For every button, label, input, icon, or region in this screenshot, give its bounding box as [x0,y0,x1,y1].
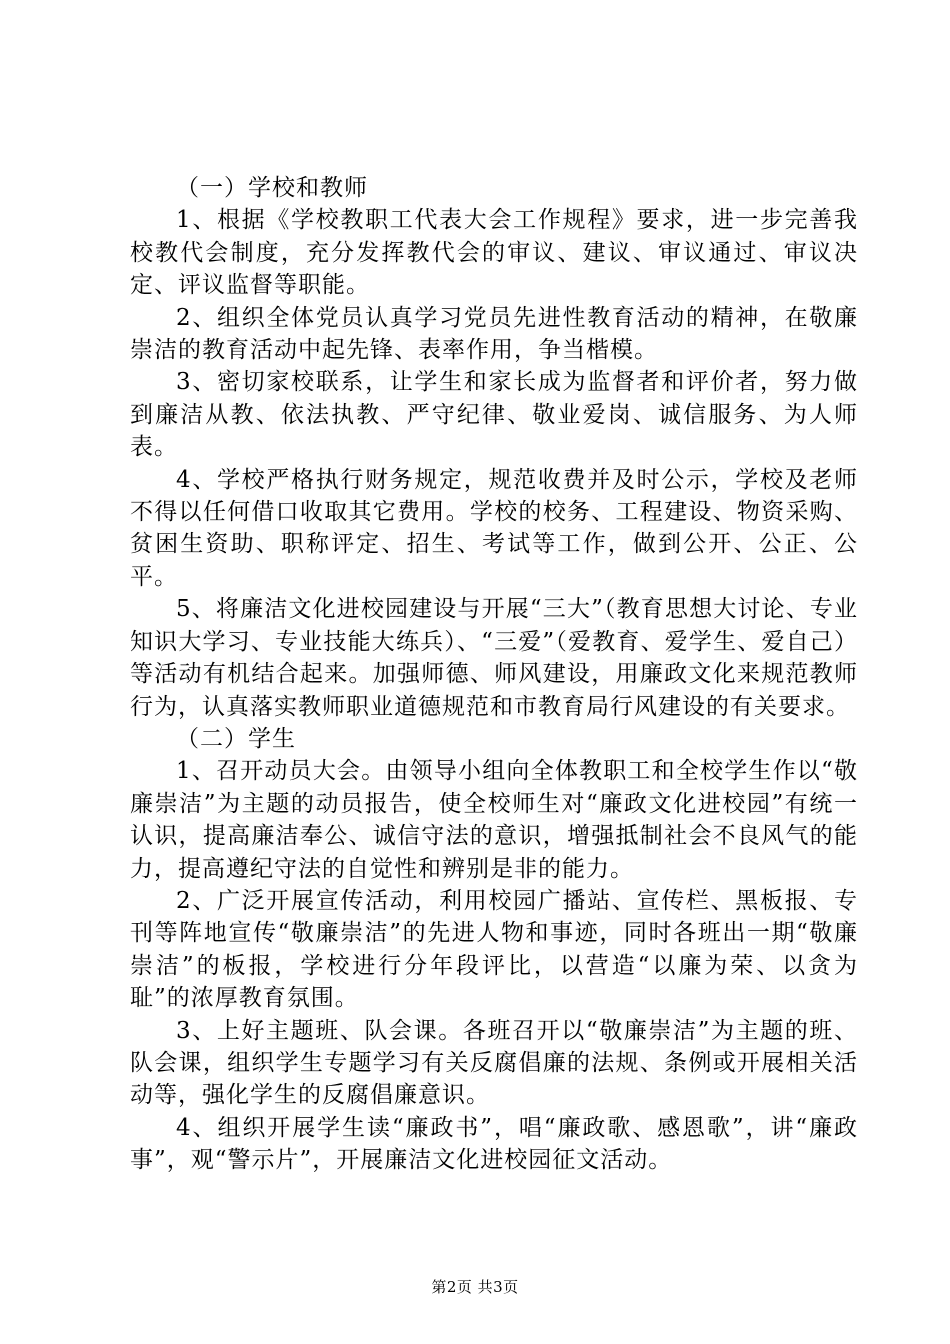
paragraph-students-2: 2、广泛开展宣传活动，利用校园广播站、宣传栏、黑板报、专刊等阵地宣传“敬廉崇洁”的先进人物和事迹，同时各班出一期“敬廉崇洁”的板报，学校进行分年段评比，以营造“以廉为荣、以贪为耻”的浓厚教育氛围。 [130,887,858,1012]
paragraph-teachers-2: 2、组织全体党员认真学习党员先进性教育活动的精神，在敬廉崇洁的教育活动中起先锋、表率作用，争当楷模。 [130,304,858,364]
paragraph-students-3: 3、上好主题班、队会课。各班召开以“敬廉崇洁”为主题的班、队会课，组织学生专题学习有关反腐倡廉的法规、条例或开展相关活动等，强化学生的反腐倡廉意识。 [130,1017,858,1109]
paragraph-teachers-3: 3、密切家校联系，让学生和家长成为监督者和评价者，努力做到廉洁从教、依法执教、严守纪律、敬业爱岗、诚信服务、为人师表。 [130,369,858,461]
paragraph-students-4: 4、组织开展学生读“廉政书”，唱“廉政歌、感恩歌”，讲“廉政事”，观“警示片”，开展廉洁文化进校园征文活动。 [130,1114,858,1174]
section-heading-teachers: （一）学校和教师 [176,175,368,201]
paragraph-teachers-4: 4、学校严格执行财务规定，规范收费并及时公示，学校及老师不得以任何借口收取其它费用。学校的校务、工程建设、物资采购、贫困生资助、职称评定、招生、考试等工作，做到公开、公正、公平。 [130,466,858,590]
section-heading-students: （二）学生 [176,725,296,752]
paragraph-teachers-1: 1、根据《学校教职工代表大会工作规程》要求，进一步完善我校教代会制度，充分发挥教代会的审议、建议、审议通过、审议决定、评议监督等职能。 [130,207,858,299]
document-body [130,172,858,1177]
paragraph-teachers-5: 5、将廉洁文化进校园建设与开展“三大”（教育思想大讨论、专业知识大学习、专业技能大练兵）、“三爱”（爱教育、爱学生、爱自己）等活动有机结合起来。加强师德、师风建设，用廉政文化来规范教师行为，认真落实教师职业道德规范和市教育局行风建设的有关要求。 [130,596,858,720]
page-number-footer: 第2页 共3页 [431,1278,519,1296]
paragraph-students-1: 1、召开动员大会。由领导小组向全体教职工和全校学生作以“敬廉崇洁”为主题的动员报告，使全校师生对“廉政文化进校园”有统一认识，提高廉洁奉公、诚信守法的意识，增强抵制社会不良风气的能力，提高遵纪守法的自觉性和辨别是非的能力。 [130,758,858,882]
